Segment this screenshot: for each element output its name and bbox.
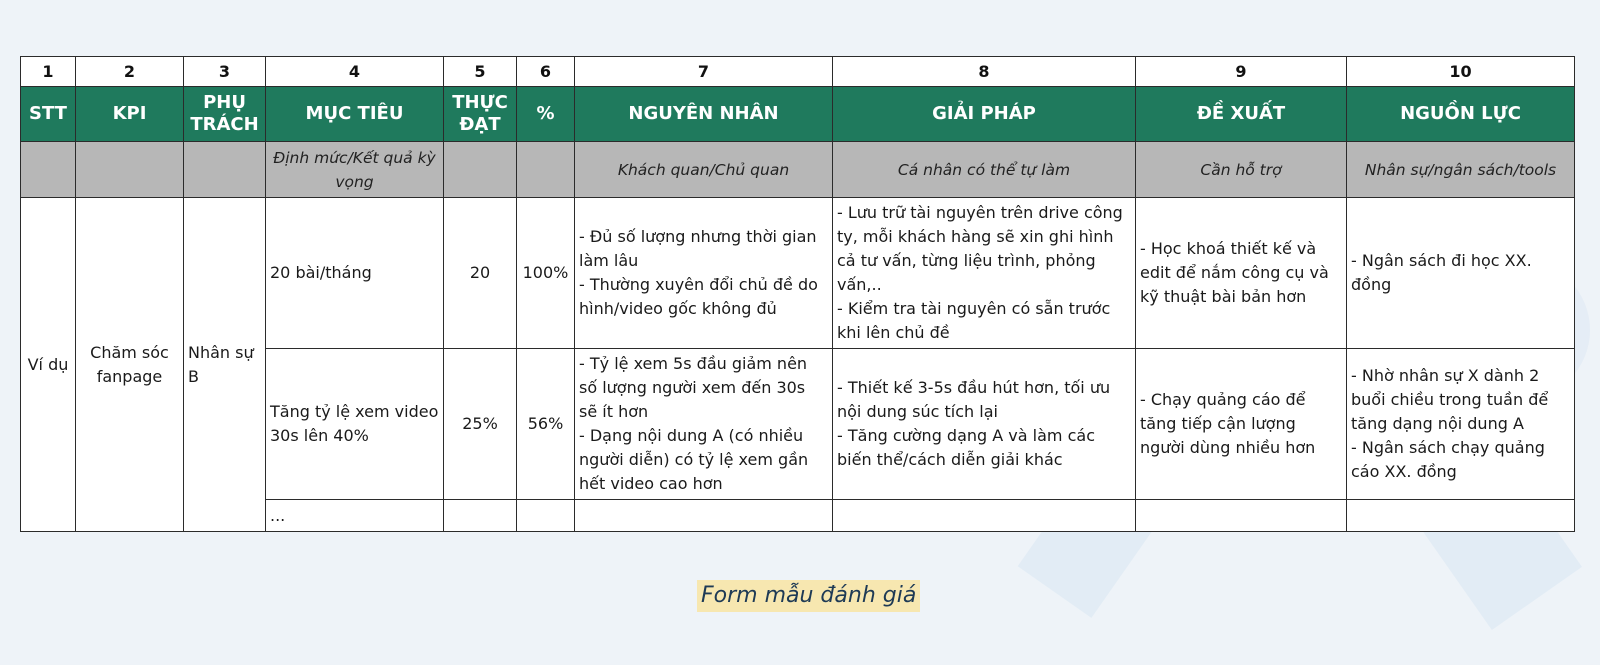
- actual-cell: 20: [444, 198, 517, 349]
- header-percent: %: [517, 87, 575, 142]
- column-number: 6: [517, 57, 575, 87]
- header-target: MỤC TIÊU: [266, 87, 444, 142]
- percent-cell: 100%: [517, 198, 575, 349]
- subheader-cell: [444, 142, 517, 198]
- header-solution: GIẢI PHÁP: [833, 87, 1136, 142]
- column-number: 10: [1347, 57, 1575, 87]
- subheader-cell: [76, 142, 184, 198]
- caption: Form mẫu đánh giá: [697, 580, 920, 612]
- column-number: 8: [833, 57, 1136, 87]
- empty-cell: [1136, 500, 1347, 532]
- column-number: 2: [76, 57, 184, 87]
- subheader-target: Định mức/Kết quả kỳ vọng: [266, 142, 444, 198]
- ellipsis-cell: ...: [266, 500, 444, 532]
- cause-cell: - Tỷ lệ xem 5s đầu giảm nên số lượng người xem đến 30s sẽ ít hơn - Dạng nội dung A (có nhiều người diễn) có tỷ lệ xem gần hết video cao hơn: [575, 349, 833, 500]
- subheader-cell: [184, 142, 266, 198]
- subheader-cell: [21, 142, 76, 198]
- header-stt: STT: [21, 87, 76, 142]
- empty-cell: [833, 500, 1136, 532]
- column-number-row: [21, 57, 1575, 87]
- empty-cell: [517, 500, 575, 532]
- example-label: Ví dụ: [21, 198, 76, 532]
- column-number: 1: [21, 57, 76, 87]
- subheader-cause: Khách quan/Chủ quan: [575, 142, 833, 198]
- subheader-proposal: Cần hỗ trợ: [1136, 142, 1347, 198]
- subheader-resources: Nhân sự/ngân sách/tools: [1347, 142, 1575, 198]
- proposal-cell: - Chạy quảng cáo để tăng tiếp cận lượng người dùng nhiều hơn: [1136, 349, 1347, 500]
- kpi-name: Chăm sóc fanpage: [76, 198, 184, 532]
- column-number: 7: [575, 57, 833, 87]
- cause-cell: - Đủ số lượng nhưng thời gian làm lâu - Thường xuyên đổi chủ đề do hình/video gốc không đủ: [575, 198, 833, 349]
- empty-cell: [1347, 500, 1575, 532]
- subheader-row: [21, 142, 1575, 198]
- subheader-cell: [517, 142, 575, 198]
- column-number: 3: [184, 57, 266, 87]
- header-row: [21, 87, 1575, 142]
- table-row: [21, 198, 1575, 349]
- actual-cell: 25%: [444, 349, 517, 500]
- subheader-solution: Cá nhân có thể tự làm: [833, 142, 1136, 198]
- empty-cell: [444, 500, 517, 532]
- column-number: 4: [266, 57, 444, 87]
- header-actual: THỰC ĐẠT: [444, 87, 517, 142]
- resources-cell: - Nhờ nhân sự X dành 2 buổi chiều trong tuần để tăng dạng nội dung A - Ngân sách chạy quảng cáo XX. đồng: [1347, 349, 1575, 500]
- target-cell: Tăng tỷ lệ xem video 30s lên 40%: [266, 349, 444, 500]
- header-owner: PHỤ TRÁCH: [184, 87, 266, 142]
- percent-cell: 56%: [517, 349, 575, 500]
- kpi-evaluation-table: [20, 56, 1575, 532]
- header-kpi: KPI: [76, 87, 184, 142]
- proposal-cell: - Học khoá thiết kế và edit để nắm công cụ và kỹ thuật bài bản hơn: [1136, 198, 1347, 349]
- resources-cell: - Ngân sách đi học XX. đồng: [1347, 198, 1575, 349]
- header-proposal: ĐỀ XUẤT: [1136, 87, 1347, 142]
- owner-name: Nhân sự B: [184, 198, 266, 532]
- header-resources: NGUỒN LỰC: [1347, 87, 1575, 142]
- solution-cell: - Thiết kế 3-5s đầu hút hơn, tối ưu nội dung súc tích lại - Tăng cường dạng A và làm các biến thể/cách diễn giải khác: [833, 349, 1136, 500]
- solution-cell: - Lưu trữ tài nguyên trên drive công ty, mỗi khách hàng sẽ xin ghi hình cả tư vấn, từng liệu trình, phỏng vấn,.. - Kiểm tra tài nguyên có sẵn trước khi lên chủ đề: [833, 198, 1136, 349]
- target-cell: 20 bài/tháng: [266, 198, 444, 349]
- column-number: 5: [444, 57, 517, 87]
- header-cause: NGUYÊN NHÂN: [575, 87, 833, 142]
- empty-cell: [575, 500, 833, 532]
- column-number: 9: [1136, 57, 1347, 87]
